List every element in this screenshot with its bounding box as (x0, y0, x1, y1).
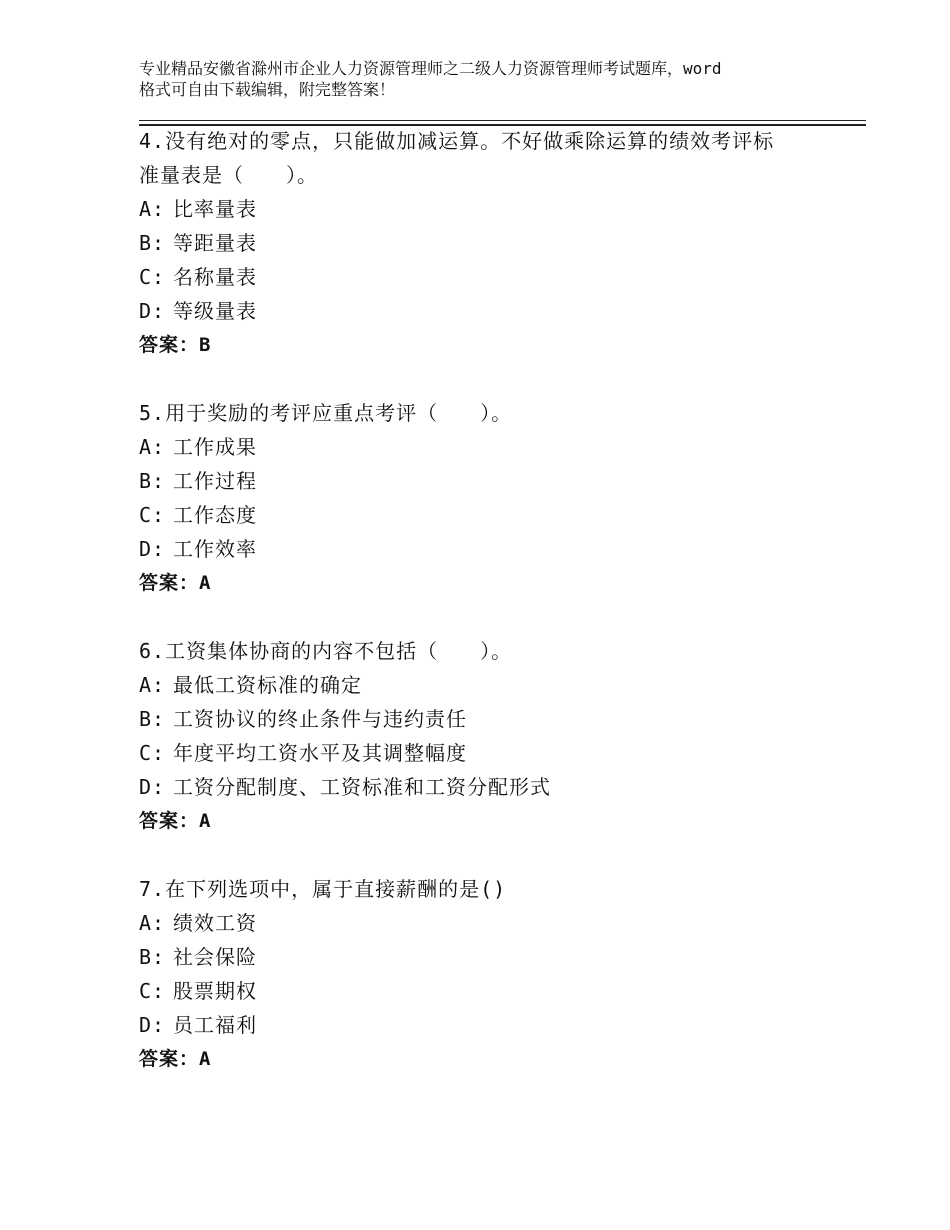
option-c (139, 736, 866, 770)
option-a (139, 906, 866, 940)
option-d (139, 770, 866, 804)
option-d (139, 532, 866, 566)
option-text: 工作态度 (173, 503, 257, 527)
option-text: 最低工资标准的确定 (173, 673, 362, 697)
option-text: 工资协议的终止条件与违约责任 (173, 707, 467, 731)
question-text-line: 7.在下列选项中，属于直接薪酬的是() (139, 877, 507, 901)
option-letter: D: (139, 1013, 166, 1037)
option-text: 工作效率 (173, 537, 257, 561)
question-text (139, 124, 799, 192)
option-text: 等距量表 (173, 231, 257, 255)
option-a (139, 668, 866, 702)
option-letter: A: (139, 435, 166, 459)
option-text: 名称量表 (173, 265, 257, 289)
question-gap (139, 838, 866, 872)
option-text: 员工福利 (173, 1013, 257, 1037)
option-letter: A: (139, 197, 166, 221)
option-text: 股票期权 (173, 979, 257, 1003)
option-d (139, 1008, 866, 1042)
option-b (139, 226, 866, 260)
header-rule-thin (139, 120, 866, 121)
option-text: 工资分配制度、工资标准和工资分配形式 (173, 775, 551, 799)
option-letter: D: (139, 299, 166, 323)
option-letter: C: (139, 265, 166, 289)
question-6 (139, 634, 866, 838)
question-text-line: 4.没有绝对的零点，只能做加减运算。不好做乘除运算的绩效考评标 (139, 129, 775, 153)
question-gap (139, 600, 866, 634)
option-text: 绩效工资 (173, 911, 257, 935)
option-letter: B: (139, 707, 166, 731)
option-letter: C: (139, 503, 166, 527)
answer-line: 答案：A (139, 572, 212, 594)
option-c (139, 498, 866, 532)
option-b (139, 464, 866, 498)
question-7 (139, 872, 866, 1076)
question-list (139, 124, 866, 1076)
option-d (139, 294, 866, 328)
option-text: 比率量表 (173, 197, 257, 221)
document-header (139, 58, 839, 100)
answer-line: 答案：B (139, 334, 212, 356)
question-4 (139, 124, 866, 362)
option-text: 年度平均工资水平及其调整幅度 (173, 741, 467, 765)
question-gap (139, 362, 866, 396)
option-text: 等级量表 (173, 299, 257, 323)
option-b (139, 702, 866, 736)
option-text: 工作成果 (173, 435, 257, 459)
question-text (139, 634, 799, 668)
option-letter: B: (139, 231, 166, 255)
option-text: 社会保险 (173, 945, 257, 969)
question-text-line: 5.用于奖励的考评应重点考评（ ）。 (139, 401, 513, 425)
option-letter: B: (139, 469, 166, 493)
option-letter: A: (139, 911, 166, 935)
option-letter: D: (139, 537, 166, 561)
question-text-line: 准量表是（ ）。 (139, 163, 318, 187)
option-c (139, 260, 866, 294)
header-line-2: 格式可自由下载编辑，附完整答案！ (139, 80, 396, 99)
question-text (139, 872, 799, 906)
answer-line: 答案：A (139, 1048, 212, 1070)
option-letter: D: (139, 775, 166, 799)
answer-line: 答案：A (139, 810, 212, 832)
option-letter: C: (139, 979, 166, 1003)
question-5 (139, 396, 866, 600)
option-a (139, 430, 866, 464)
question-text-line: 6.工资集体协商的内容不包括（ ）。 (139, 639, 513, 663)
option-a (139, 192, 866, 226)
option-c (139, 974, 866, 1008)
option-letter: B: (139, 945, 166, 969)
option-letter: C: (139, 741, 166, 765)
option-letter: A: (139, 673, 166, 697)
question-text (139, 396, 799, 430)
option-text: 工作过程 (173, 469, 257, 493)
header-line-1: 专业精品安徽省滁州市企业人力资源管理师之二级人力资源管理师考试题库，word (139, 59, 722, 78)
option-b (139, 940, 866, 974)
